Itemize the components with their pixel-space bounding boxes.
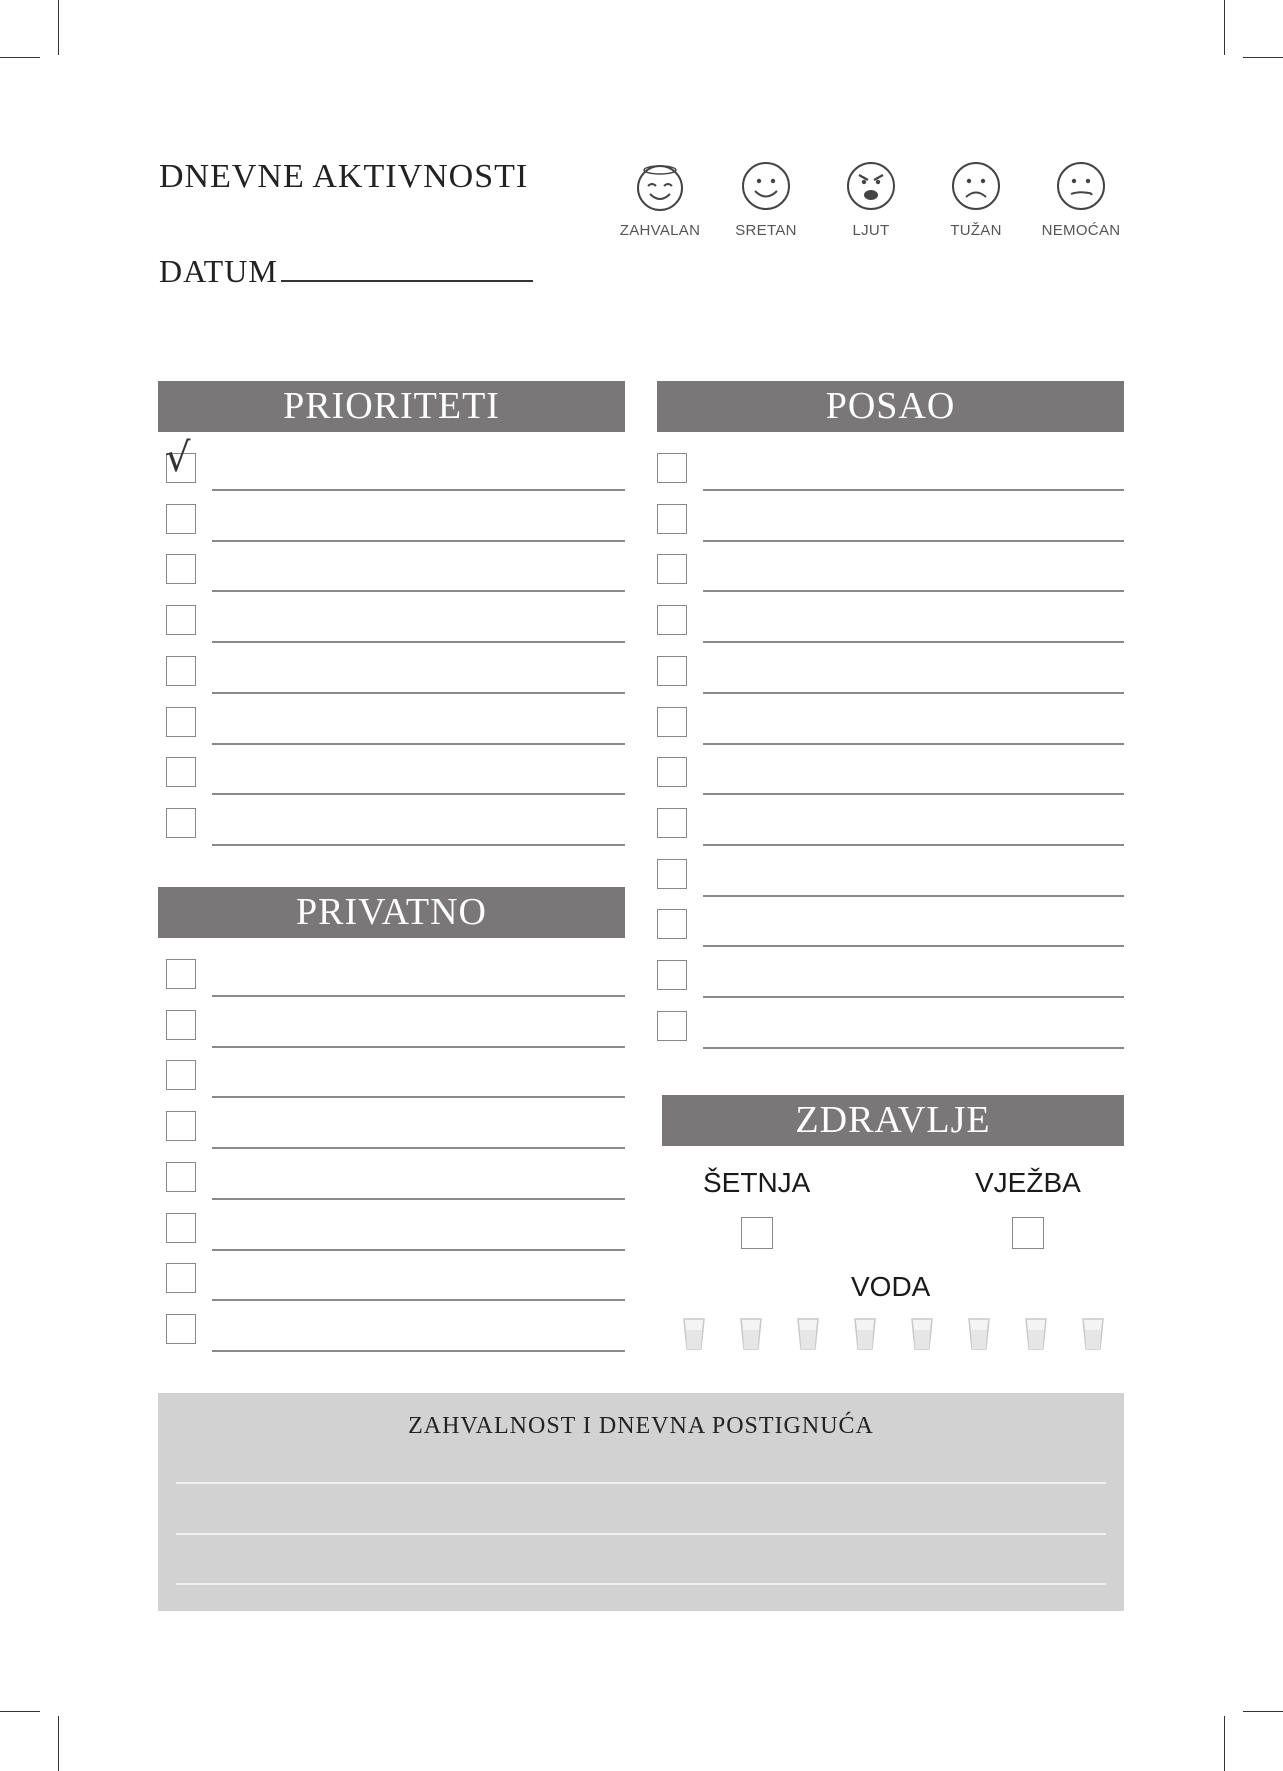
prioriteti-checkbox[interactable] [166, 504, 196, 534]
posao-row [649, 554, 1124, 590]
posao-row [649, 605, 1124, 641]
prioriteti-checkbox[interactable] [166, 757, 196, 787]
prioriteti-checkbox[interactable] [166, 707, 196, 737]
water-glass-icon[interactable] [739, 1318, 763, 1350]
mood-option-tuzan[interactable] [926, 160, 1026, 239]
water-glass-icon[interactable] [853, 1318, 877, 1350]
posao-entry-line[interactable] [703, 895, 1124, 897]
posao-entry-line[interactable] [703, 743, 1124, 745]
posao-row [649, 1011, 1124, 1047]
posao-entry-line[interactable] [703, 793, 1124, 795]
privatno-row [158, 1010, 625, 1046]
crop-mark [1243, 57, 1283, 58]
crop-mark [58, 1716, 59, 1771]
prioriteti-checkbox[interactable] [166, 656, 196, 686]
date-label: DATUM [159, 253, 278, 289]
posao-row [649, 453, 1124, 489]
posao-entry-line[interactable] [703, 945, 1124, 947]
posao-row [649, 859, 1124, 895]
posao-entry-line[interactable] [703, 1047, 1124, 1049]
crop-mark [58, 0, 59, 55]
posao-row [649, 757, 1124, 793]
mood-label: SRETAN [735, 222, 797, 239]
water-glass-icon[interactable] [796, 1318, 820, 1350]
privatno-row [158, 1162, 625, 1198]
crop-mark [0, 57, 40, 58]
privatno-checkbox[interactable] [166, 1010, 196, 1040]
section-header-prioriteti: PRIORITETI [158, 381, 625, 432]
privatno-checkbox[interactable] [166, 1263, 196, 1293]
privatno-checkbox[interactable] [166, 1060, 196, 1090]
posao-checkbox[interactable] [657, 605, 687, 635]
prioriteti-row [158, 435, 625, 489]
gratitude-title: ZAHVALNOST I DNEVNA POSTIGNUĆA [408, 1413, 874, 1439]
gratitude-line[interactable] [176, 1482, 1106, 1484]
water-glass-icon[interactable] [682, 1318, 706, 1350]
section-header-zdravlje: ZDRAVLJE [662, 1095, 1124, 1146]
checkmark-icon: √ [165, 435, 191, 481]
posao-row [649, 504, 1124, 540]
crop-mark [1224, 0, 1225, 55]
privatno-entry-line[interactable] [212, 995, 625, 997]
privatno-entry-line[interactable] [212, 1147, 625, 1149]
privatno-row [158, 1213, 625, 1249]
posao-row [649, 808, 1124, 844]
privatno-entry-line[interactable] [212, 1350, 625, 1352]
prioriteti-entry-line[interactable] [212, 641, 625, 643]
prioriteti-entry-line[interactable] [212, 844, 625, 846]
prioriteti-row [158, 504, 625, 540]
privatno-checkbox[interactable] [166, 1111, 196, 1141]
section-header-privatno: PRIVATNO [158, 887, 625, 938]
mood-label: TUŽAN [950, 222, 1002, 239]
posao-checkbox[interactable] [657, 504, 687, 534]
crop-mark [0, 1711, 40, 1712]
water-glass-icon[interactable] [910, 1318, 934, 1350]
angry-face-icon [845, 160, 897, 212]
gratitude-box [158, 1393, 1124, 1611]
posao-entry-line[interactable] [703, 996, 1124, 998]
mood-option-sretan[interactable] [716, 160, 816, 239]
prioriteti-row [158, 808, 625, 844]
prioriteti-row [158, 707, 625, 743]
posao-entry-line[interactable] [703, 489, 1124, 491]
prioriteti-row [158, 757, 625, 793]
posao-entry-line[interactable] [703, 540, 1124, 542]
privatno-row [158, 1060, 625, 1096]
prioriteti-checkbox[interactable] [165, 435, 196, 483]
privatno-entry-line[interactable] [212, 1299, 625, 1301]
mood-option-zahvalan[interactable] [610, 160, 710, 239]
posao-checkbox[interactable] [657, 707, 687, 737]
privatno-entry-line[interactable] [212, 1198, 625, 1200]
posao-checkbox[interactable] [657, 960, 687, 990]
mood-label: LJUT [852, 222, 890, 239]
exercise-checkbox[interactable] [1012, 1217, 1044, 1249]
posao-row [649, 707, 1124, 743]
privatno-row [158, 1314, 625, 1350]
prioriteti-checkbox[interactable] [166, 554, 196, 584]
prioriteti-row [158, 605, 625, 641]
prioriteti-row [158, 656, 625, 692]
posao-checkbox[interactable] [657, 656, 687, 686]
posao-checkbox[interactable] [657, 909, 687, 939]
sad-face-icon [950, 160, 1002, 212]
water-glass-icon[interactable] [1081, 1318, 1105, 1350]
mood-label: ZAHVALAN [619, 222, 701, 239]
posao-checkbox[interactable] [657, 859, 687, 889]
prioriteti-entry-line[interactable] [212, 692, 625, 694]
privatno-entry-line[interactable] [212, 1046, 625, 1048]
prioriteti-checkbox[interactable] [166, 808, 196, 838]
privatno-row [158, 1111, 625, 1147]
mood-option-nemocan[interactable] [1031, 160, 1131, 239]
prioriteti-entry-line[interactable] [212, 590, 625, 592]
prioriteti-entry-line[interactable] [212, 489, 625, 491]
exercise-label: VJEŽBA [975, 1167, 1081, 1198]
water-glass-icon[interactable] [967, 1318, 991, 1350]
gratitude-line[interactable] [176, 1583, 1106, 1585]
privatno-checkbox[interactable] [166, 1314, 196, 1344]
posao-checkbox[interactable] [657, 757, 687, 787]
posao-checkbox[interactable] [657, 453, 687, 483]
water-label: VODA [851, 1271, 931, 1302]
smiling-face-icon [740, 160, 792, 212]
mood-label: NEMOĆAN [1041, 222, 1121, 239]
crop-mark [1224, 1716, 1225, 1771]
privatno-row [158, 959, 625, 995]
mood-option-ljut[interactable] [821, 160, 921, 239]
posao-row [649, 656, 1124, 692]
posao-entry-line[interactable] [703, 692, 1124, 694]
posao-row [649, 960, 1124, 996]
posao-entry-line[interactable] [703, 844, 1124, 846]
privatno-entry-line[interactable] [212, 1249, 625, 1251]
confused-face-icon [1055, 160, 1107, 212]
posao-checkbox[interactable] [657, 808, 687, 838]
crop-mark [1243, 1711, 1283, 1712]
privatno-entry-line[interactable] [212, 1096, 625, 1098]
water-glass-icon[interactable] [1024, 1318, 1048, 1350]
section-header-posao: POSAO [657, 381, 1124, 432]
page-title: DNEVNE AKTIVNOSTI [159, 158, 529, 195]
walk-label: ŠETNJA [703, 1167, 811, 1198]
walk-checkbox[interactable] [741, 1217, 773, 1249]
prioriteti-entry-line[interactable] [212, 540, 625, 542]
date-field[interactable] [281, 280, 533, 282]
prioriteti-row [158, 554, 625, 590]
prioriteti-entry-line[interactable] [212, 793, 625, 795]
angel-face-icon [634, 160, 686, 212]
privatno-checkbox[interactable] [166, 1162, 196, 1192]
prioriteti-entry-line[interactable] [212, 743, 625, 745]
posao-checkbox[interactable] [657, 554, 687, 584]
prioriteti-checkbox[interactable] [166, 605, 196, 635]
posao-row [649, 909, 1124, 945]
posao-entry-line[interactable] [703, 590, 1124, 592]
privatno-row [158, 1263, 625, 1299]
posao-entry-line[interactable] [703, 641, 1124, 643]
gratitude-line[interactable] [176, 1533, 1106, 1535]
privatno-checkbox[interactable] [166, 1213, 196, 1243]
privatno-checkbox[interactable] [166, 959, 196, 989]
posao-checkbox[interactable] [657, 1011, 687, 1041]
